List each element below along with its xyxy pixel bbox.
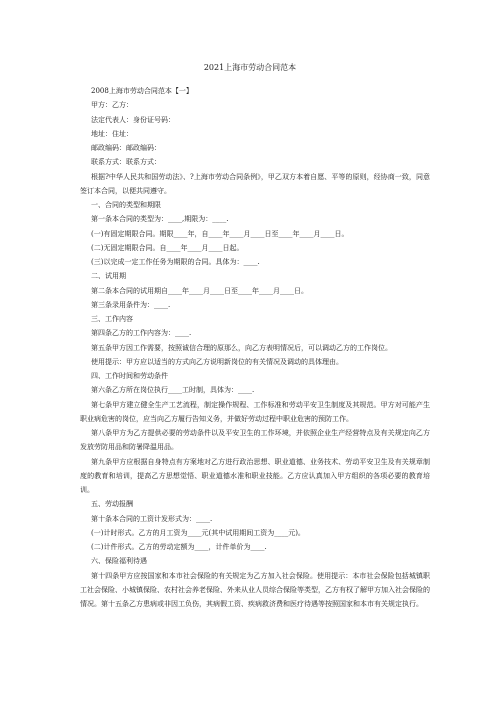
section-heading: 2008上海市劳动合同范本【一】 bbox=[91, 87, 193, 95]
party-line: 法定代表人：身份证号码： bbox=[91, 115, 175, 124]
clause-paragraph: 第七条甲方建立健全生产工艺流程，制定操作规程、工作标准和劳动平安卫生制度及其规范。甲方对可能产生职业病危害的岗位，应当向乙方履行告知义务，并做好劳动过程中职业危害的预防工作。 bbox=[80, 400, 430, 423]
clause-paragraph: (二)无固定期限合同。自____年____月____日起。 bbox=[91, 243, 244, 252]
clause-paragraph: (一)有固定期限合同。期限____年，自____年____月____日至____年____月____日。 bbox=[91, 229, 349, 238]
clause-paragraph: 第十四条甲方应按国家和本市社会保险的有关规定为乙方加入社会保险。使用提示：本市社会保险包括城镇职工社会保险、小城镇保险、农村社会养老保险、外来从业人员综合保险等类型，乙方有权了解甲方加入社会保险的情况。第十五条乙方患病或非因工负伤，其病假工资、疾病救济费和医疗待遇等按照国家和本市有关规定执行。 bbox=[80, 571, 430, 608]
clause-paragraph: 第六条乙方所在岗位执行____工时制，具体为：____. bbox=[91, 386, 255, 395]
section-heading: 四、工作时间和劳动条件 bbox=[91, 372, 168, 380]
section-heading: 六、保险福利待遇 bbox=[91, 557, 147, 566]
clause-paragraph: 第八条甲方为乙方提供必要的劳动条件以及平安卫生的工作环境，并依照企业生产经营特点及有关规定向乙方发放劳防用品和防暑降温用品。 bbox=[80, 429, 430, 452]
clause-paragraph: 第五条甲方因工作需要，按照诚信合理的原那么，向乙方表明情况后，可以调动乙方的工作岗位。 bbox=[91, 343, 392, 352]
clause-paragraph: 第三条录用条件为：____. bbox=[91, 300, 171, 309]
clause-paragraph: 第一条本合同的类型为：____,期限为：____. bbox=[91, 215, 229, 224]
party-line: 联系方式：联系方式： bbox=[91, 158, 161, 167]
clause-paragraph: (三)以完成一定工作任务为期限的合同。具体为：____. bbox=[91, 258, 260, 266]
clause-paragraph: 第九条甲方应根据自身特点有方案地对乙方进行政治思想、职业道德、业务技术、劳动平安卫生及有关规章制度的教育和培训，提高乙方思想觉悟、职业道德水准和职业技能。乙方应认真加入甲方组织的各项必要的教育培训。 bbox=[80, 457, 430, 494]
party-line: 邮政编码：邮政编码： bbox=[91, 144, 161, 152]
document-body bbox=[80, 84, 430, 611]
document-title: 2021上海市劳动合同范本 bbox=[203, 63, 297, 72]
section-heading: 二、试用期 bbox=[91, 272, 126, 281]
clause-paragraph: 第四条乙方的工作内容为：____. bbox=[91, 329, 192, 338]
party-line: 甲方：乙方： bbox=[91, 101, 133, 110]
clause-paragraph: (一)计时形式。乙方的月工资为____元(其中试用期间工资为____元)。 bbox=[91, 528, 305, 537]
usage-tip: 使用提示：甲方应以适当的方式向乙方说明新岗位的有关情况及调动的具体理由。 bbox=[91, 357, 343, 366]
clause-paragraph: 第十条本合同的工资计发形式为：____. bbox=[91, 514, 213, 523]
clause-paragraph: 第二条本合同的试用期自____年____月____日至____年____月____日。 bbox=[91, 286, 308, 295]
party-line: 地址：住址： bbox=[91, 129, 133, 138]
section-heading: 三、工作内容 bbox=[91, 315, 133, 323]
clause-paragraph: (二)计件形式。乙方的劳动定额为____，计件单价为____. bbox=[91, 543, 267, 551]
body-paragraph: 根据?中华人民共和国劳动法》、?上海市劳动合同条例》，甲乙双方本着自愿、平等的原则，经协商一致，同意签订本合同，以便共同遵守。 bbox=[80, 172, 430, 195]
section-heading: 一、合同的类型和期限 bbox=[91, 201, 161, 209]
section-heading: 五、劳动报酬 bbox=[91, 500, 133, 509]
